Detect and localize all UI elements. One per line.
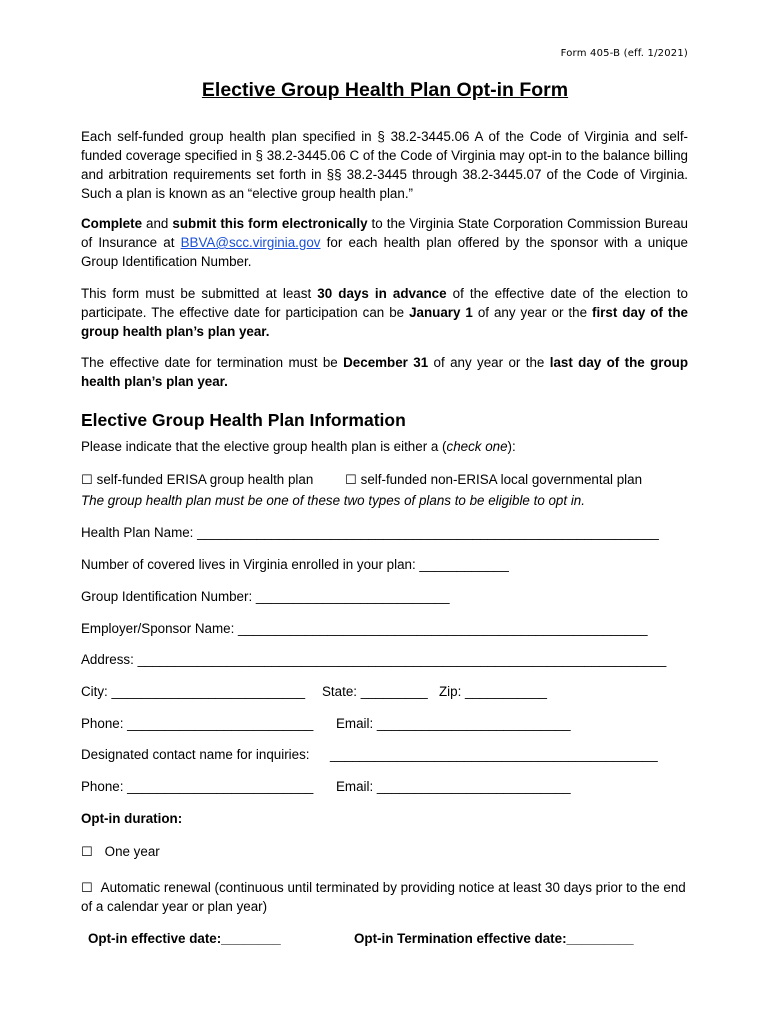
option-label: Automatic renewal (continuous until terminated by providing notice at least 30 days prior to the end of a calendar year or plan year) [81,880,686,914]
option-one-year [81,844,160,860]
one-year-checkbox[interactable]: ☐ [81,844,93,859]
address-field[interactable]: Address: _______________________________________________________________________ [81,652,667,667]
option-auto-renewal [81,878,691,916]
intro-paragraph-2 [81,214,688,271]
text: Please indicate that the elective group health plan is either a ( [81,439,447,454]
option-label: self-funded ERISA group health plan [96,472,314,487]
opt-in-effective-date-field[interactable]: Opt-in effective date:________ [88,931,281,946]
contact-phone-field[interactable]: Phone: _________________________ [81,779,314,794]
auto-renewal-checkbox[interactable]: ☐ [81,880,93,895]
text: to the Virginia State Corporation Commission Bureau of Insurance at [81,216,688,250]
text: of any year or the [472,305,592,320]
text: and [142,216,173,231]
email-field[interactable]: Email: __________________________ [336,716,571,731]
complete-text: Complete [81,216,143,231]
bold-text: 30 days in advance [317,286,447,301]
email-link[interactable]: BBVA@scc.virginia.gov [180,235,321,250]
covered-lives-field[interactable]: Number of covered lives in Virginia enrolled in your plan: ____________ [81,557,509,572]
group-id-field[interactable]: Group Identification Number: __________________________ [81,589,450,604]
option-label: One year [104,844,160,859]
option-label: self-funded non-ERISA local governmental plan [360,472,643,487]
employer-name-field[interactable]: Employer/Sponsor Name: _______________________________________________________ [81,621,648,636]
text: The effective date for termination must be [81,355,344,370]
contact-email-field[interactable]: Email: __________________________ [336,779,571,794]
form-number: Form 405-B (eff. 1/2021) [560,48,688,59]
check-one-text: check one [446,439,508,454]
non-erisa-checkbox[interactable]: ☐ [345,472,357,487]
health-plan-name-field[interactable]: Health Plan Name: ______________________________________________________________ [81,525,659,540]
eligibility-note: The group health plan must be one of these two types of plans to be eligible to opt in. [81,493,585,508]
text: of the effective date of the election to participate. The effective date for participation can be [81,286,688,320]
section-heading: Elective Group Health Plan Information [81,410,406,430]
contact-name-field[interactable]: ____________________________________________ [330,747,658,762]
submit-electronically-text: submit this form electronically [172,216,368,231]
page-title: Elective Group Health Plan Opt-in Form [201,79,569,101]
text: for each health plan offered by the sponsor with a unique Group Identification Number. [81,235,689,269]
state-field[interactable]: State: _________ [322,684,428,699]
opt-in-duration-heading: Opt-in duration: [81,811,183,826]
erisa-checkbox[interactable]: ☐ [81,472,93,487]
text: ): [507,439,516,454]
contact-name-label: Designated contact name for inquiries: [81,747,310,762]
option-erisa [81,472,313,488]
termination-effective-date-field[interactable]: Opt-in Termination effective date:_________ [354,931,634,946]
intro-paragraph-3 [81,284,688,341]
option-non-erisa [345,472,642,488]
bold-text: last day of the group health plan’s plan year. [81,355,688,389]
intro-paragraph-4 [81,353,688,391]
intro-paragraph-1: Each self-funded group health plan specified in § 38.2-3445.06 A of the Code of Virginia and self-funded coverage specified in § 38.2-3445.06 C of the Code of Virginia may opt-in to the balance billing and arbitration requirements set forth in §§ 38.2-3445 through 38.2-3445.07 of the Code of Virginia. Such a plan is known as an “elective group health plan.” [81,129,688,201]
plan-type-instruction [81,439,516,454]
text: of any year or the [428,355,550,370]
city-field[interactable]: City: __________________________ [81,684,306,699]
bold-text: December 31 [343,355,429,370]
bold-text: first day of the group health plan’s plan year. [81,305,688,339]
zip-field[interactable]: Zip: ___________ [439,684,547,699]
phone-field[interactable]: Phone: _________________________ [81,716,314,731]
text: This form must be submitted at least [81,286,318,301]
bold-text: January 1 [409,305,473,320]
